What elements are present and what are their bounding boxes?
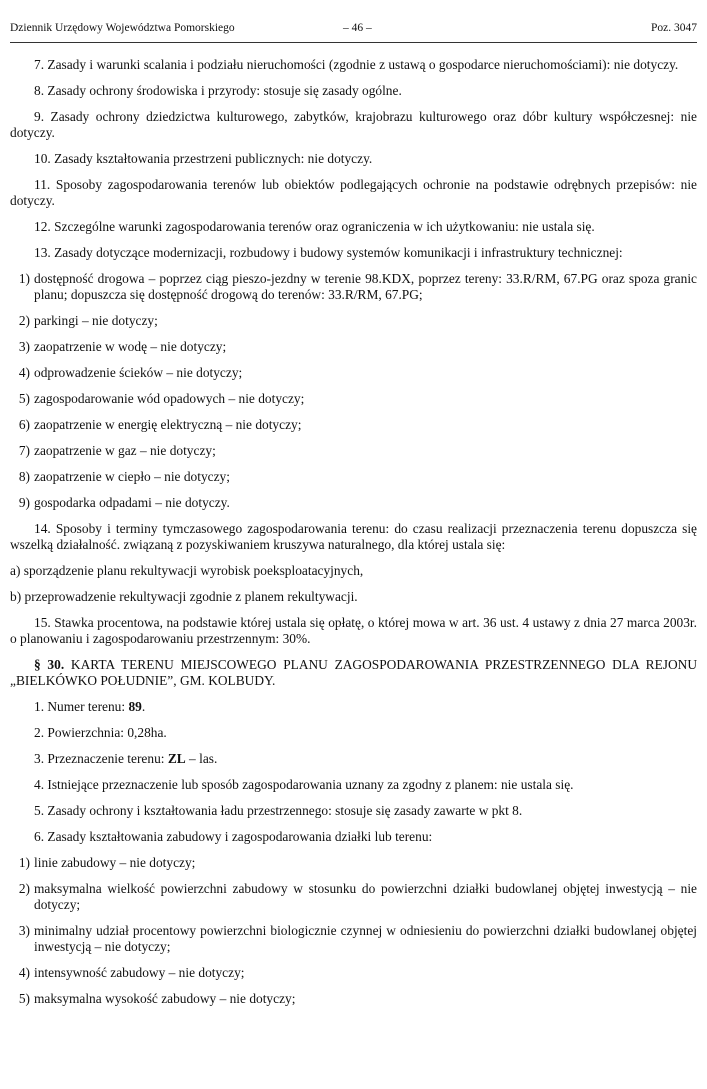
paragraph-12: 12. Szczególne warunki zagospodarowania terenów oraz ograniczenia w ich użytkowaniu: nie ustala się. bbox=[34, 219, 595, 234]
paragraph-7: 7. Zasady i warunki scalania i podziału nieruchomości (zgodnie z ustawą o gospodarce nieruchomościami): nie dotyczy. bbox=[34, 57, 679, 72]
paragraph-13: 13. Zasady dotyczące modernizacji, rozbudowy i budowy systemów komunikacji i infrastruktury technicznej: bbox=[34, 245, 623, 260]
paragraph-14b: b) przeprowadzenie rekultywacji zgodnie z planem rekultywacji. bbox=[10, 589, 358, 604]
list-item: 5) zagospodarowanie wód opadowych – nie dotyczy; bbox=[18, 391, 305, 406]
paragraph-9: 9. Zasady ochrony dziedzictwa kulturowego, zabytków, krajobrazu kulturowego oraz dóbr kultury współczesnej: nie dotyczy. bbox=[10, 109, 697, 140]
list-item: 5) maksymalna wysokość zabudowy – nie dotyczy; bbox=[18, 991, 296, 1006]
terrain-number: 1. Numer terenu: 89. bbox=[34, 699, 146, 714]
section-title: KARTA TERENU MIEJSCOWEGO PLANU ZAGOSPODAROWANIA PRZESTRZENNEGO DLA REJONU „BIELKÓWKO POŁUDNIE”, GM. KOLBUDY. bbox=[10, 657, 698, 688]
list-item: 1) dostępność drogowa – poprzez ciąg pieszo-jezdny w terenie 98.KDX, poprzez tereny: 33.R/RM, 67.PG oraz spoza granic planu; dopuszcza się dostępność drogową do terenów: 33.R/RM, 67.PG; bbox=[18, 271, 697, 302]
list-item: 9) gospodarka odpadami – nie dotyczy. bbox=[18, 495, 230, 510]
list-item: 2) parkingi – nie dotyczy; bbox=[18, 313, 158, 328]
section-heading bbox=[10, 657, 697, 689]
list-item: 3) minimalny udział procentowy powierzchni biologicznie czynnej w odniesieniu do powierzchni działki budowlanej objętej inwestycją – nie dotyczy; bbox=[18, 923, 697, 954]
list-item: 4) odprowadzenie ścieków – nie dotyczy; bbox=[18, 365, 243, 380]
list-item: 6) zaopatrzenie w energię elektryczną – nie dotyczy; bbox=[18, 417, 302, 432]
paragraph-5: 5. Zasady ochrony i kształtowania ładu przestrzennego: stosuje się zasady zawarte w pkt 8. bbox=[34, 803, 523, 818]
journal-title: Dziennik Urzędowy Województwa Pomorskiego bbox=[10, 22, 235, 34]
page-header bbox=[10, 22, 697, 43]
list-item: 4) intensywność zabudowy – nie dotyczy; bbox=[18, 965, 245, 980]
position-number: Poz. 3047 bbox=[651, 22, 697, 34]
paragraph-14: 14. Sposoby i terminy tymczasowego zagospodarowania terenu: do czasu realizacji przeznaczenia terenu dopuszcza się wszelką działalność. związaną z pozyskiwaniem kruszywa naturalnego, dla której ustala się: bbox=[10, 521, 697, 552]
paragraph-10: 10. Zasady kształtowania przestrzeni publicznych: nie dotyczy. bbox=[34, 151, 373, 166]
document-body bbox=[10, 57, 697, 1017]
section-number: § 30. bbox=[34, 657, 65, 672]
list-item: 3) zaopatrzenie w wodę – nie dotyczy; bbox=[18, 339, 227, 354]
list-item: 2) maksymalna wielkość powierzchni zabudowy w stosunku do powierzchni działki budowlanej objętej inwestycją – nie dotyczy; bbox=[18, 881, 697, 912]
paragraph-6: 6. Zasady kształtowania zabudowy i zagospodarowania działki lub terenu: bbox=[34, 829, 433, 844]
list-item: 8) zaopatrzenie w ciepło – nie dotyczy; bbox=[18, 469, 230, 484]
page-number: – 46 – bbox=[343, 22, 372, 34]
terrain-purpose: 3. Przeznaczenie terenu: ZL – las. bbox=[34, 751, 218, 766]
list-item: 7) zaopatrzenie w gaz – nie dotyczy; bbox=[18, 443, 216, 458]
paragraph-8: 8. Zasady ochrony środowiska i przyrody: stosuje się zasady ogólne. bbox=[34, 83, 402, 98]
paragraph-11: 11. Sposoby zagospodarowania terenów lub obiektów podlegających ochronie na podstawie odrębnych przepisów: nie dotyczy. bbox=[10, 177, 697, 208]
terrain-area: 2. Powierzchnia: 0,28ha. bbox=[34, 725, 167, 740]
paragraph-15: 15. Stawka procentowa, na podstawie której ustala się opłatę, o której mowa w art. 36 ust. 4 ustawy z dnia 27 marca 2003r. o planowaniu i zagospodarowaniu przestrzennym: 30%. bbox=[10, 615, 697, 646]
paragraph-4: 4. Istniejące przeznaczenie lub sposób zagospodarowania uznany za zgodny z planem: nie ustala się. bbox=[34, 777, 574, 792]
paragraph-14a: a) sporządzenie planu rekultywacji wyrobisk poeksploatacyjnych, bbox=[10, 563, 364, 578]
infrastructure-list bbox=[10, 271, 697, 511]
building-rules-list bbox=[10, 855, 697, 1007]
list-item: 1) linie zabudowy – nie dotyczy; bbox=[18, 855, 196, 870]
